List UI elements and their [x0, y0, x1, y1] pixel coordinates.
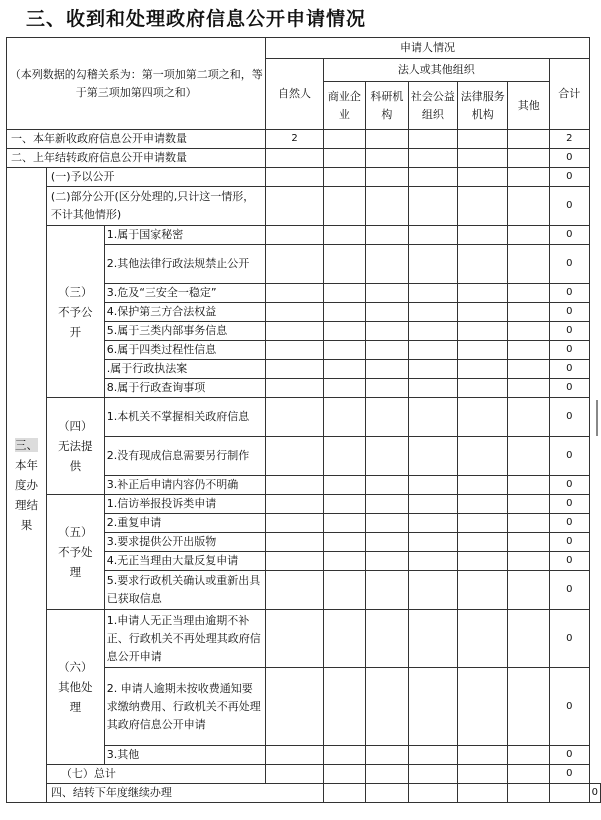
cell-total-grand-total: 0 [549, 765, 589, 784]
row-label-carry-forward: 四、结转下年度继续办理 [46, 784, 323, 803]
row-label-petition: 1.信访举报投诉类申请 [104, 495, 266, 514]
group-label-not-disclosed: （三）不予公开 [46, 226, 104, 398]
cell-total-security: 0 [549, 284, 589, 303]
cell-total-third-party: 0 [549, 303, 589, 322]
cell-total-not-held: 0 [549, 398, 589, 437]
cell-total-carried-over: 0 [549, 149, 589, 168]
header-col-legal-service: 法律服务机构 [458, 82, 508, 130]
cell-total-overdue-fee: 0 [549, 668, 589, 746]
header-note: （本列数据的勾稽关系为：第一项加第二项之和，等于第三项加第四项之和） [7, 38, 266, 130]
row-label-overdue-fee: 2. 申请人逾期未按收费通知要求缴纳费用、行政机关不再处理其政府信息公开申请 [104, 668, 266, 746]
header-legal-org: 法人或其他组织 [323, 59, 549, 82]
cell-total-duplicate: 0 [549, 514, 589, 533]
header-applicant: 申请人情况 [266, 38, 589, 59]
cell-total-carry-forward: 0 [589, 784, 600, 803]
cell-total-reconfirm: 0 [549, 571, 589, 610]
row-label-unclear: 3.补正后申请内容仍不明确 [104, 476, 266, 495]
group-label-not-processed: （五）不予处理 [46, 495, 104, 610]
header-total: 合计 [549, 59, 589, 130]
cell-total-new-requests: 2 [549, 130, 589, 149]
cell-total-repeated-mass: 0 [549, 552, 589, 571]
cell-total-overdue-correction: 0 [549, 610, 589, 668]
page-title: 三、收到和处理政府信息公开申请情况 [26, 8, 367, 30]
cell-total-process-info: 0 [549, 341, 589, 360]
row-label-grand-total: （七）总计 [46, 765, 266, 784]
cell-total-other: 0 [549, 746, 589, 765]
cell-total-law-prohibited: 0 [549, 245, 589, 284]
header-natural-person: 自然人 [266, 59, 323, 130]
header-col-other: 其他 [508, 82, 550, 130]
row-label-reconfirm: 5.要求行政机关确认或重新出具已获取信息 [104, 571, 266, 610]
header-col-business: 商业企业 [323, 82, 366, 130]
cell-natural-new-requests: 2 [266, 130, 323, 149]
group-label-unable: （四）无法提供 [46, 398, 104, 495]
row-label-new-requests: 一、本年新收政府信息公开申请数量 [7, 130, 266, 149]
cell-total-publications: 0 [549, 533, 589, 552]
row-label-third-party: 4.保护第三方合法权益 [104, 303, 266, 322]
cell-total-disclosed: 0 [549, 168, 589, 187]
row-label-needs-creation: 2.没有现成信息需要另行制作 [104, 437, 266, 476]
row-label-publications: 3.要求提供公开出版物 [104, 533, 266, 552]
row-label-not-held: 1.本机关不掌握相关政府信息 [104, 398, 266, 437]
cell-total-internal-affairs: 0 [549, 322, 589, 341]
row-label-query: 8.属于行政查询事项 [104, 379, 266, 398]
header-col-public-welfare: 社会公益组织 [408, 82, 457, 130]
cell-total-petition: 0 [549, 495, 589, 514]
cell-total-partial: 0 [549, 187, 589, 226]
row-label-internal-affairs: 5.属于三类内部事务信息 [104, 322, 266, 341]
row-label-other: 3.其他 [104, 746, 266, 765]
row-label-state-secret: 1.属于国家秘密 [104, 226, 266, 245]
row-label-security: 3.危及“三安全一稳定” [104, 284, 266, 303]
group-label-results: 三、 本年度办理结果 [7, 168, 47, 803]
row-label-enforcement: .属于行政执法案 [104, 360, 266, 379]
cell-total-state-secret: 0 [549, 226, 589, 245]
header-col-research: 科研机构 [366, 82, 409, 130]
row-label-duplicate: 2.重复申请 [104, 514, 266, 533]
cell-total-query: 0 [549, 379, 589, 398]
cell-total-enforcement: 0 [549, 360, 589, 379]
cell-total-unclear: 0 [549, 476, 589, 495]
row-label-process-info: 6.属于四类过程性信息 [104, 341, 266, 360]
cell-total-needs-creation: 0 [549, 437, 589, 476]
row-label-repeated-mass: 4.无正当理由大量反复申请 [104, 552, 266, 571]
row-label-partial: (二)部分公开(区分处理的,只计这一情形，不计其他情形) [46, 187, 266, 226]
group-label-other-handling: （六）其他处理 [46, 610, 104, 765]
scroll-marker [596, 400, 598, 436]
statistics-table [6, 37, 601, 803]
row-label-law-prohibited: 2.其他法律行政法规禁止公开 [104, 245, 266, 284]
row-label-overdue-correction: 1.申请人无正当理由逾期不补正、行政机关不再处理其政府信息公开申请 [104, 610, 266, 668]
row-label-carried-over: 二、上年结转政府信息公开申请数量 [7, 149, 266, 168]
row-label-disclosed: (一)予以公开 [46, 168, 266, 187]
